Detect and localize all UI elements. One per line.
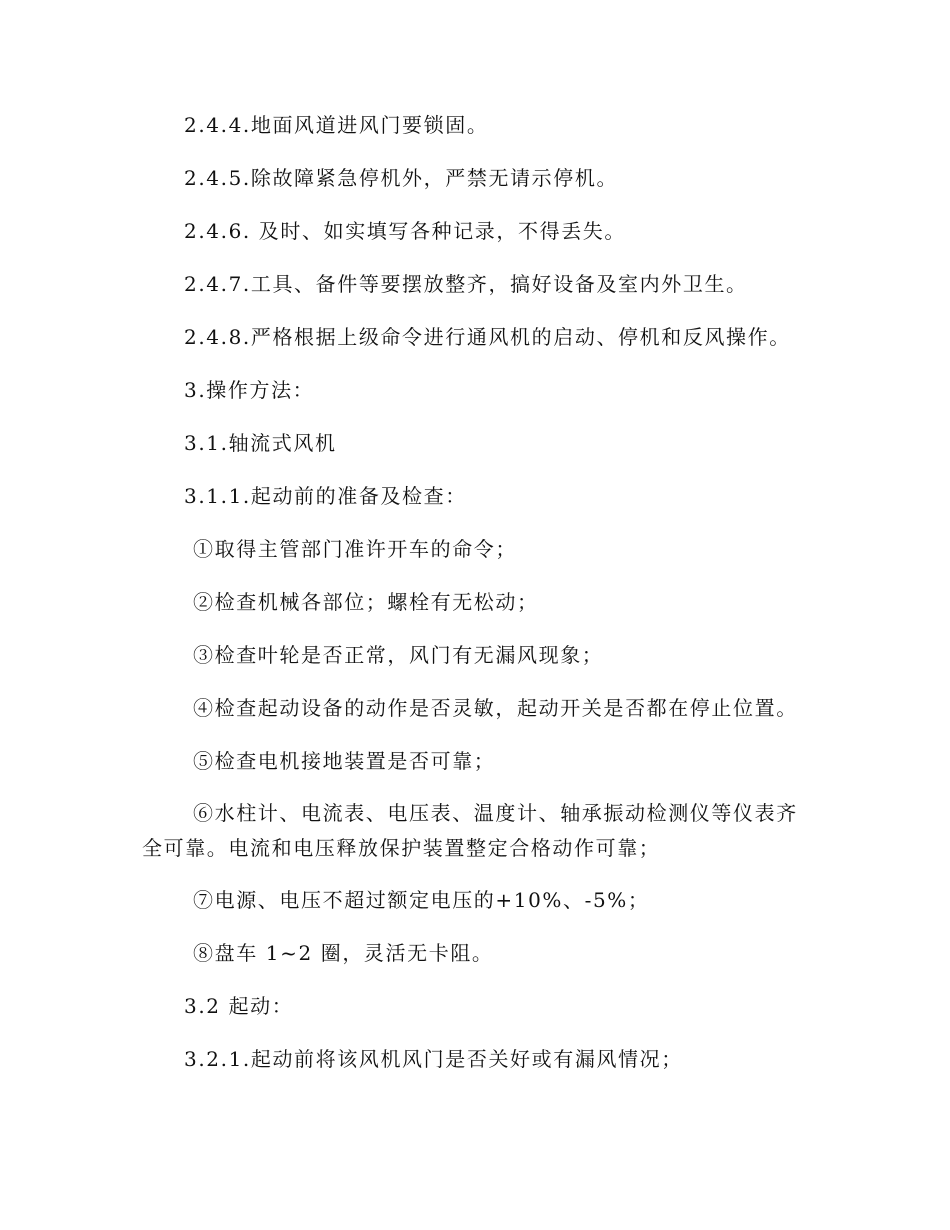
paragraph-2-4-5: 2.4.5.除故障紧急停机外，严禁无请示停机。 xyxy=(184,166,619,190)
heading-3-2-startup: 3.2 起动： xyxy=(184,994,294,1018)
list-item-5: ⑤检查电机接地装置是否可靠； xyxy=(193,749,496,773)
paragraph-2-4-4: 2.4.4.地面风道进风门要锁固。 xyxy=(184,113,489,137)
paragraph-3-2-1: 3.2.1.起动前将该风机风门是否关好或有漏风情况； xyxy=(184,1047,683,1071)
paragraph-2-4-6: 2.4.6. 及时、如实填写各种记录，不得丢失。 xyxy=(184,219,627,243)
list-item-4: ④检查起动设备的动作是否灵敏，起动开关是否都在停止位置。 xyxy=(193,696,798,720)
list-item-1: ①取得主管部门准许开车的命令； xyxy=(193,537,517,561)
paragraph-2-4-8: 2.4.8.严格根据上级命令进行通风机的启动、停机和反风操作。 xyxy=(184,325,791,349)
list-item-8: ⑧盘车 1~2 圈，灵活无卡阻。 xyxy=(193,941,494,965)
list-item-7: ⑦电源、电压不超过额定电压的+10%、-5%； xyxy=(193,888,650,912)
list-item-3: ③检查叶轮是否正常，风门有无漏风现象； xyxy=(193,643,604,667)
list-item-2: ②检查机械各部位；螺栓有无松动； xyxy=(193,590,539,614)
heading-3-1-axial-fan: 3.1.轴流式风机 xyxy=(184,431,337,455)
heading-3-operation-method: 3.操作方法： xyxy=(184,378,315,402)
paragraph-2-4-7: 2.4.7.工具、备件等要摆放整齐，搞好设备及室内外卫生。 xyxy=(184,272,748,296)
heading-3-1-1-preparation: 3.1.1.起动前的准备及检查： xyxy=(184,484,467,508)
list-item-6: ⑥水柱计、电流表、电压表、温度计、轴承振动检测仪等仪表齐 xyxy=(193,801,798,825)
list-item-6-continuation: 全可靠。电流和电压释放保护装置整定合格动作可靠； xyxy=(142,836,661,860)
